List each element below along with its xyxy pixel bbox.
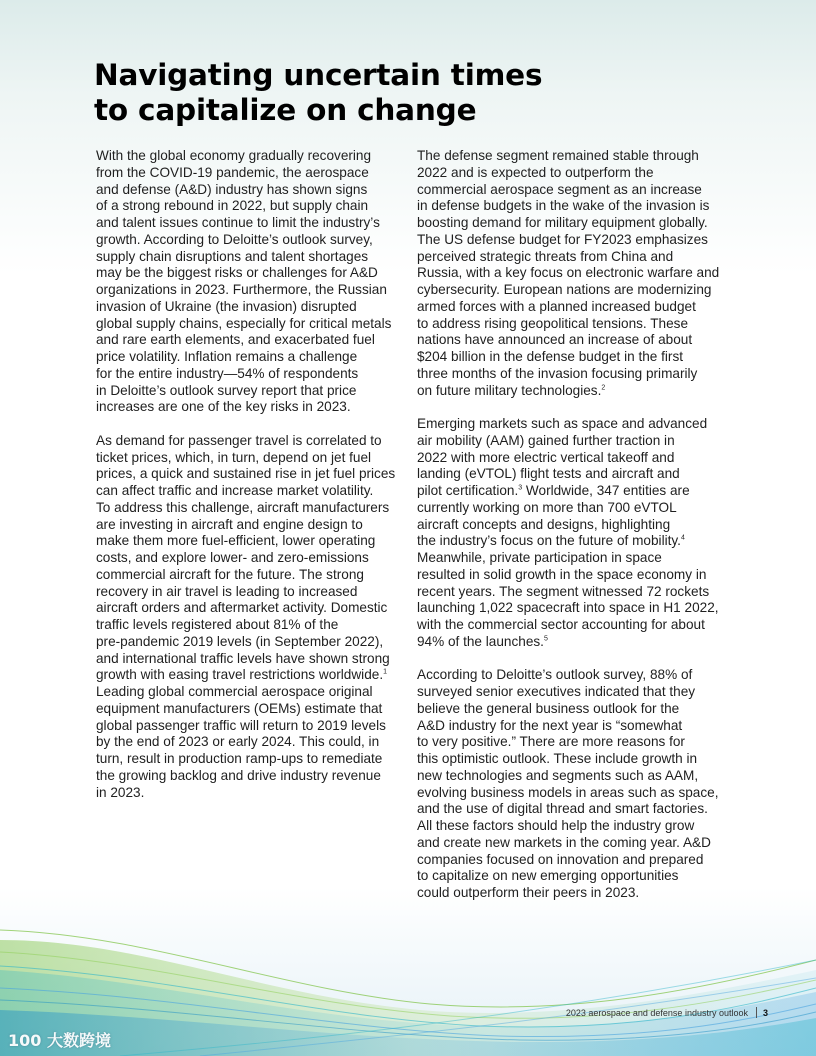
footnote-marker: 2: [601, 383, 606, 391]
text-line: costs, and explore lower- and zero-emissions: [96, 550, 369, 565]
text-line: commercial aerospace segment as an increase: [417, 181, 702, 197]
page-title: [94, 58, 542, 128]
text-line: aircraft orders and aftermarket activity. Domestic: [96, 600, 388, 616]
text-line-with-footnote: [417, 533, 723, 550]
paragraph-passenger-travel: [96, 433, 402, 802]
line-text: pilot certification.: [417, 483, 519, 498]
page-footer: [566, 1007, 768, 1018]
text-line: the growing backlog and drive industry revenue: [96, 767, 381, 783]
page-title-line-1: Navigating uncertain times: [94, 58, 543, 92]
text-line: recent years. The segment witnessed 72 rockets: [417, 583, 710, 599]
text-line: with the commercial sector accounting for about: [417, 617, 705, 632]
text-line: $204 billion in the defense budget in the first: [417, 349, 684, 364]
text-line: turn, result in production ramp-ups to remediate: [96, 751, 383, 766]
text-line-with-footnote: [96, 667, 402, 684]
text-line: organizations in 2023. Furthermore, the Russian: [96, 282, 387, 297]
text-line: and talent issues continue to limit the industry’s: [96, 215, 380, 230]
paragraph-economy-recovery: [96, 148, 402, 416]
line-text-continued: Worldwide, 347 entities are: [522, 483, 690, 498]
text-line: 2022 and is expected to outperform the: [417, 164, 654, 180]
text-line: and defense (A&D) industry has shown signs: [96, 181, 368, 197]
text-line: companies focused on innovation and prepared: [417, 851, 704, 867]
text-line: According to Deloitte’s outlook survey, 88% of: [417, 667, 693, 683]
text-line: Meanwhile, private participation in space: [417, 550, 662, 565]
text-line: surveyed senior executives indicated that they: [417, 684, 696, 699]
text-line: air mobility (AAM) gained further traction in: [417, 432, 675, 448]
text-line: launching 1,022 spacecraft into space in H1 2022,: [417, 600, 719, 616]
text-line: evolving business models in areas such as space,: [417, 784, 719, 800]
text-line: prices, a quick and sustained rise in jet fuel prices: [96, 466, 396, 482]
text-line: aircraft concepts and designs, highlighting: [417, 516, 671, 532]
text-line: cybersecurity. European nations are modernizing: [417, 282, 712, 297]
text-line-with-footnote: [417, 483, 723, 500]
text-line: of a strong rebound in 2022, but supply chain: [96, 198, 369, 214]
text-line: As demand for passenger travel is correlated to: [96, 432, 382, 448]
text-line: landing (eVTOL) flight tests and aircraft and: [417, 466, 680, 482]
line-text: growth with easing travel restrictions worldwide.: [96, 667, 384, 683]
text-line: perceived strategic threats from China and: [417, 248, 674, 264]
text-line: With the global economy gradually recovering: [96, 148, 372, 163]
text-line: Emerging markets such as space and advanced: [417, 416, 708, 431]
footnote-marker: 3: [518, 484, 523, 492]
text-line: boosting demand for military equipment globally.: [417, 215, 708, 230]
footer-divider: [756, 1007, 757, 1018]
text-line: A&D industry for the next year is “somewhat: [417, 717, 683, 733]
text-line: pre-pandemic 2019 levels (in September 2022),: [96, 633, 384, 649]
text-line: 2022 with more electric vertical takeoff and: [417, 449, 675, 465]
footnote-marker: 5: [543, 635, 548, 643]
text-line-with-footnote: [417, 634, 723, 651]
text-line: recovery in air travel is leading to increased: [96, 583, 358, 599]
text-line: traffic levels registered about 81% of the: [96, 617, 339, 632]
text-line: price volatility. Inflation remains a challenge: [96, 349, 358, 364]
text-line: to address rising geopolitical tensions. These: [417, 315, 689, 331]
text-line: The defense segment remained stable through: [417, 148, 699, 163]
text-line: are investing in aircraft and engine design to: [96, 516, 363, 532]
paragraph-defense-segment: [417, 148, 723, 399]
text-line: and rare earth elements, and exacerbated fuel: [96, 332, 375, 348]
right-column: [417, 148, 723, 919]
text-line: for the entire industry—54% of respondents: [96, 365, 359, 381]
text-line: from the COVID-19 pandemic, the aerospace: [96, 164, 369, 180]
text-line: in 2023.: [96, 784, 145, 800]
decorative-wave-graphic: [0, 900, 816, 1056]
footnote-marker: 4: [680, 534, 685, 542]
text-line: could outperform their peers in 2023.: [417, 885, 640, 900]
text-line: global passenger traffic will return to 2019 levels: [96, 717, 386, 733]
text-line: supply chain disruptions and talent shortages: [96, 248, 369, 264]
text-line: commercial aircraft for the future. The strong: [96, 566, 364, 582]
text-line: Russia, with a key focus on electronic warfare and: [417, 265, 720, 281]
text-line: in defense budgets in the wake of the invasion is: [417, 198, 710, 214]
footnote-marker: 1: [383, 668, 388, 676]
text-line: growth. According to Deloitte’s outlook survey,: [96, 231, 373, 247]
text-line: global supply chains, especially for critical metals: [96, 315, 392, 331]
text-line: invasion of Ukraine (the invasion) disrupted: [96, 298, 357, 314]
watermark-logo: 100 大数跨境: [8, 1031, 111, 1050]
left-column: [96, 148, 402, 818]
text-line: and international traffic levels have shown strong: [96, 650, 390, 666]
text-line: may be the biggest risks or challenges for A&D: [96, 265, 378, 281]
text-line: ticket prices, which, in turn, depend on jet fuel: [96, 449, 372, 465]
line-text: 94% of the launches.: [417, 633, 544, 649]
text-line: currently working on more than 700 eVTOL: [417, 499, 677, 515]
text-line: this optimistic outlook. These include growth in: [417, 751, 698, 766]
text-line: To address this challenge, aircraft manufacturers: [96, 499, 390, 515]
text-line: to very positive.” There are more reasons for: [417, 734, 685, 750]
line-text: on future military technologies.: [417, 382, 602, 398]
text-line: increases are one of the key risks in 2023.: [96, 399, 351, 415]
text-line: believe the general business outlook for the: [417, 700, 680, 716]
footer-report-title: 2023 aerospace and defense industry outlook: [565, 1007, 748, 1018]
text-line: make them more fuel-efficient, lower operating: [96, 533, 376, 549]
text-line: and the use of digital thread and smart factories.: [417, 801, 708, 817]
text-line: can affect traffic and increase market volatility.: [96, 483, 374, 498]
text-line: nations have announced an increase of about: [417, 332, 693, 348]
text-line: resulted in solid growth in the space economy in: [417, 566, 707, 582]
text-line-with-footnote: [417, 383, 723, 400]
text-line: by the end of 2023 or early 2024. This could, in: [96, 734, 380, 750]
page-title-line-2: to capitalize on change: [94, 93, 477, 127]
text-line: The US defense budget for FY2023 emphasizes: [417, 231, 708, 247]
line-text: the industry’s focus on the future of mobility.: [417, 533, 681, 549]
text-line: Leading global commercial aerospace original: [96, 684, 373, 699]
page-number: 3: [762, 1007, 768, 1018]
text-line: and create new markets in the coming year. A&D: [417, 834, 711, 850]
paragraph-outlook-survey: [417, 667, 723, 902]
text-line: new technologies and segments such as AAM,: [417, 767, 699, 783]
text-line: armed forces with a planned increased budget: [417, 298, 696, 314]
paragraph-emerging-markets: [417, 416, 723, 651]
text-line: equipment manufacturers (OEMs) estimate that: [96, 700, 383, 716]
text-line: All these factors should help the industry grow: [417, 818, 695, 833]
text-line: in Deloitte’s outlook survey report that price: [96, 382, 357, 398]
text-line: to capitalize on new emerging opportunities: [417, 868, 679, 884]
text-line: three months of the invasion focusing primarily: [417, 365, 698, 381]
